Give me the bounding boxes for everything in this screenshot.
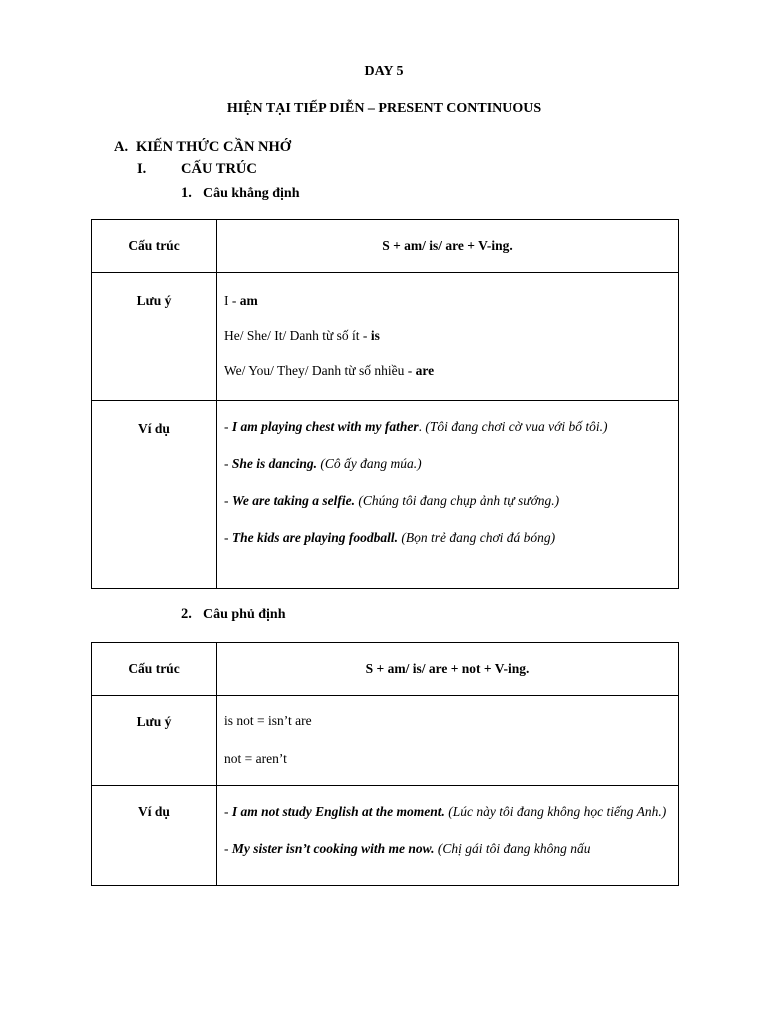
note-line [224,273,670,310]
example-line [224,454,670,473]
note-label: Lưu ý [136,714,172,729]
lesson-title: HIỆN TẠI TIẾP DIỄN – PRESENT CONTINUOUS [226,101,542,116]
example-label-cell [92,401,217,589]
affirmative-heading [181,185,300,202]
example-english: We are taking a selfie. [231,493,355,508]
negative-table [91,642,679,886]
section-i-marker: I. [137,161,147,177]
example-label-cell [92,786,217,886]
negative-number: 2. [181,606,192,622]
note-row [92,696,679,786]
example-line [224,528,670,547]
structure-row [92,643,679,696]
note-verb: is [370,328,380,343]
example-row [92,786,679,886]
note-cell [217,273,679,401]
example-english: I am not study English at the moment. [231,804,445,819]
example-cell [217,786,679,886]
section-i-label: CẤU TRÚC [181,161,257,177]
section-a-label: KIẾN THỨC CẦN NHỚ [136,139,292,155]
example-cell [217,401,679,589]
example-translation: (Lúc này tôi đang không học tiếng Anh.) [448,804,667,819]
note-row [92,273,679,401]
example-dash: - [224,456,232,471]
day-title: DAY 5 [364,64,404,79]
note-line [224,361,670,380]
structure-value: S + am/ is/ are + not + V-ing. [217,643,679,696]
note-label-cell [92,696,217,786]
example-punct: . [418,419,426,434]
note-line: not = aren’t [224,751,287,766]
note-text: He/ She/ It/ Danh từ số ít - [224,328,371,343]
example-dash: - [224,841,232,856]
example-dash: - [224,804,232,819]
section-a-marker: A. [114,139,129,155]
structure-label: Cấu trúc [92,643,217,696]
structure-row [92,220,679,273]
example-translation: (Chị gái tôi đang không nấu [437,841,591,856]
section-i-heading [137,161,257,178]
note-label-cell [92,273,217,401]
example-label: Ví dụ [138,804,170,819]
negative-heading [181,606,286,623]
example-line [224,491,670,510]
affirmative-number: 1. [181,185,192,201]
example-label: Ví dụ [138,421,170,436]
note-line: is not = isn’t are [224,713,312,728]
note-text: I - [224,293,240,308]
note-line [224,326,670,345]
note-verb: am [239,293,258,308]
example-dash: - [224,419,232,434]
example-english: The kids are playing foodball. [231,530,398,545]
example-translation: (Bọn trẻ đang chơi đá bóng) [401,530,556,545]
affirmative-table [91,219,679,589]
note-text: We/ You/ They/ Danh từ số nhiều - [224,363,416,378]
example-english: My sister isn’t cooking with me now. [231,841,435,856]
affirmative-heading-label: Câu khẳng định [203,186,300,201]
note-label: Lưu ý [136,293,172,308]
example-line [224,839,670,858]
example-translation: (Cô ấy đang múa.) [320,456,422,471]
example-english: She is dancing. [231,456,318,471]
example-english: I am playing chest with my father [231,419,419,434]
structure-value: S + am/ is/ are + V-ing. [217,220,679,273]
structure-label: Cấu trúc [92,220,217,273]
example-dash: - [224,493,232,508]
negative-heading-label: Câu phủ định [203,607,286,622]
example-translation: (Tôi đang chơi cờ vua với bố tôi.) [425,419,608,434]
example-dash: - [224,530,232,545]
example-line [224,786,670,821]
example-row [92,401,679,589]
section-a-heading [114,139,291,156]
example-line [224,401,670,436]
example-translation: (Chúng tôi đang chụp ảnh tự sướng.) [358,493,560,508]
note-cell [217,696,679,786]
note-verb: are [415,363,435,378]
